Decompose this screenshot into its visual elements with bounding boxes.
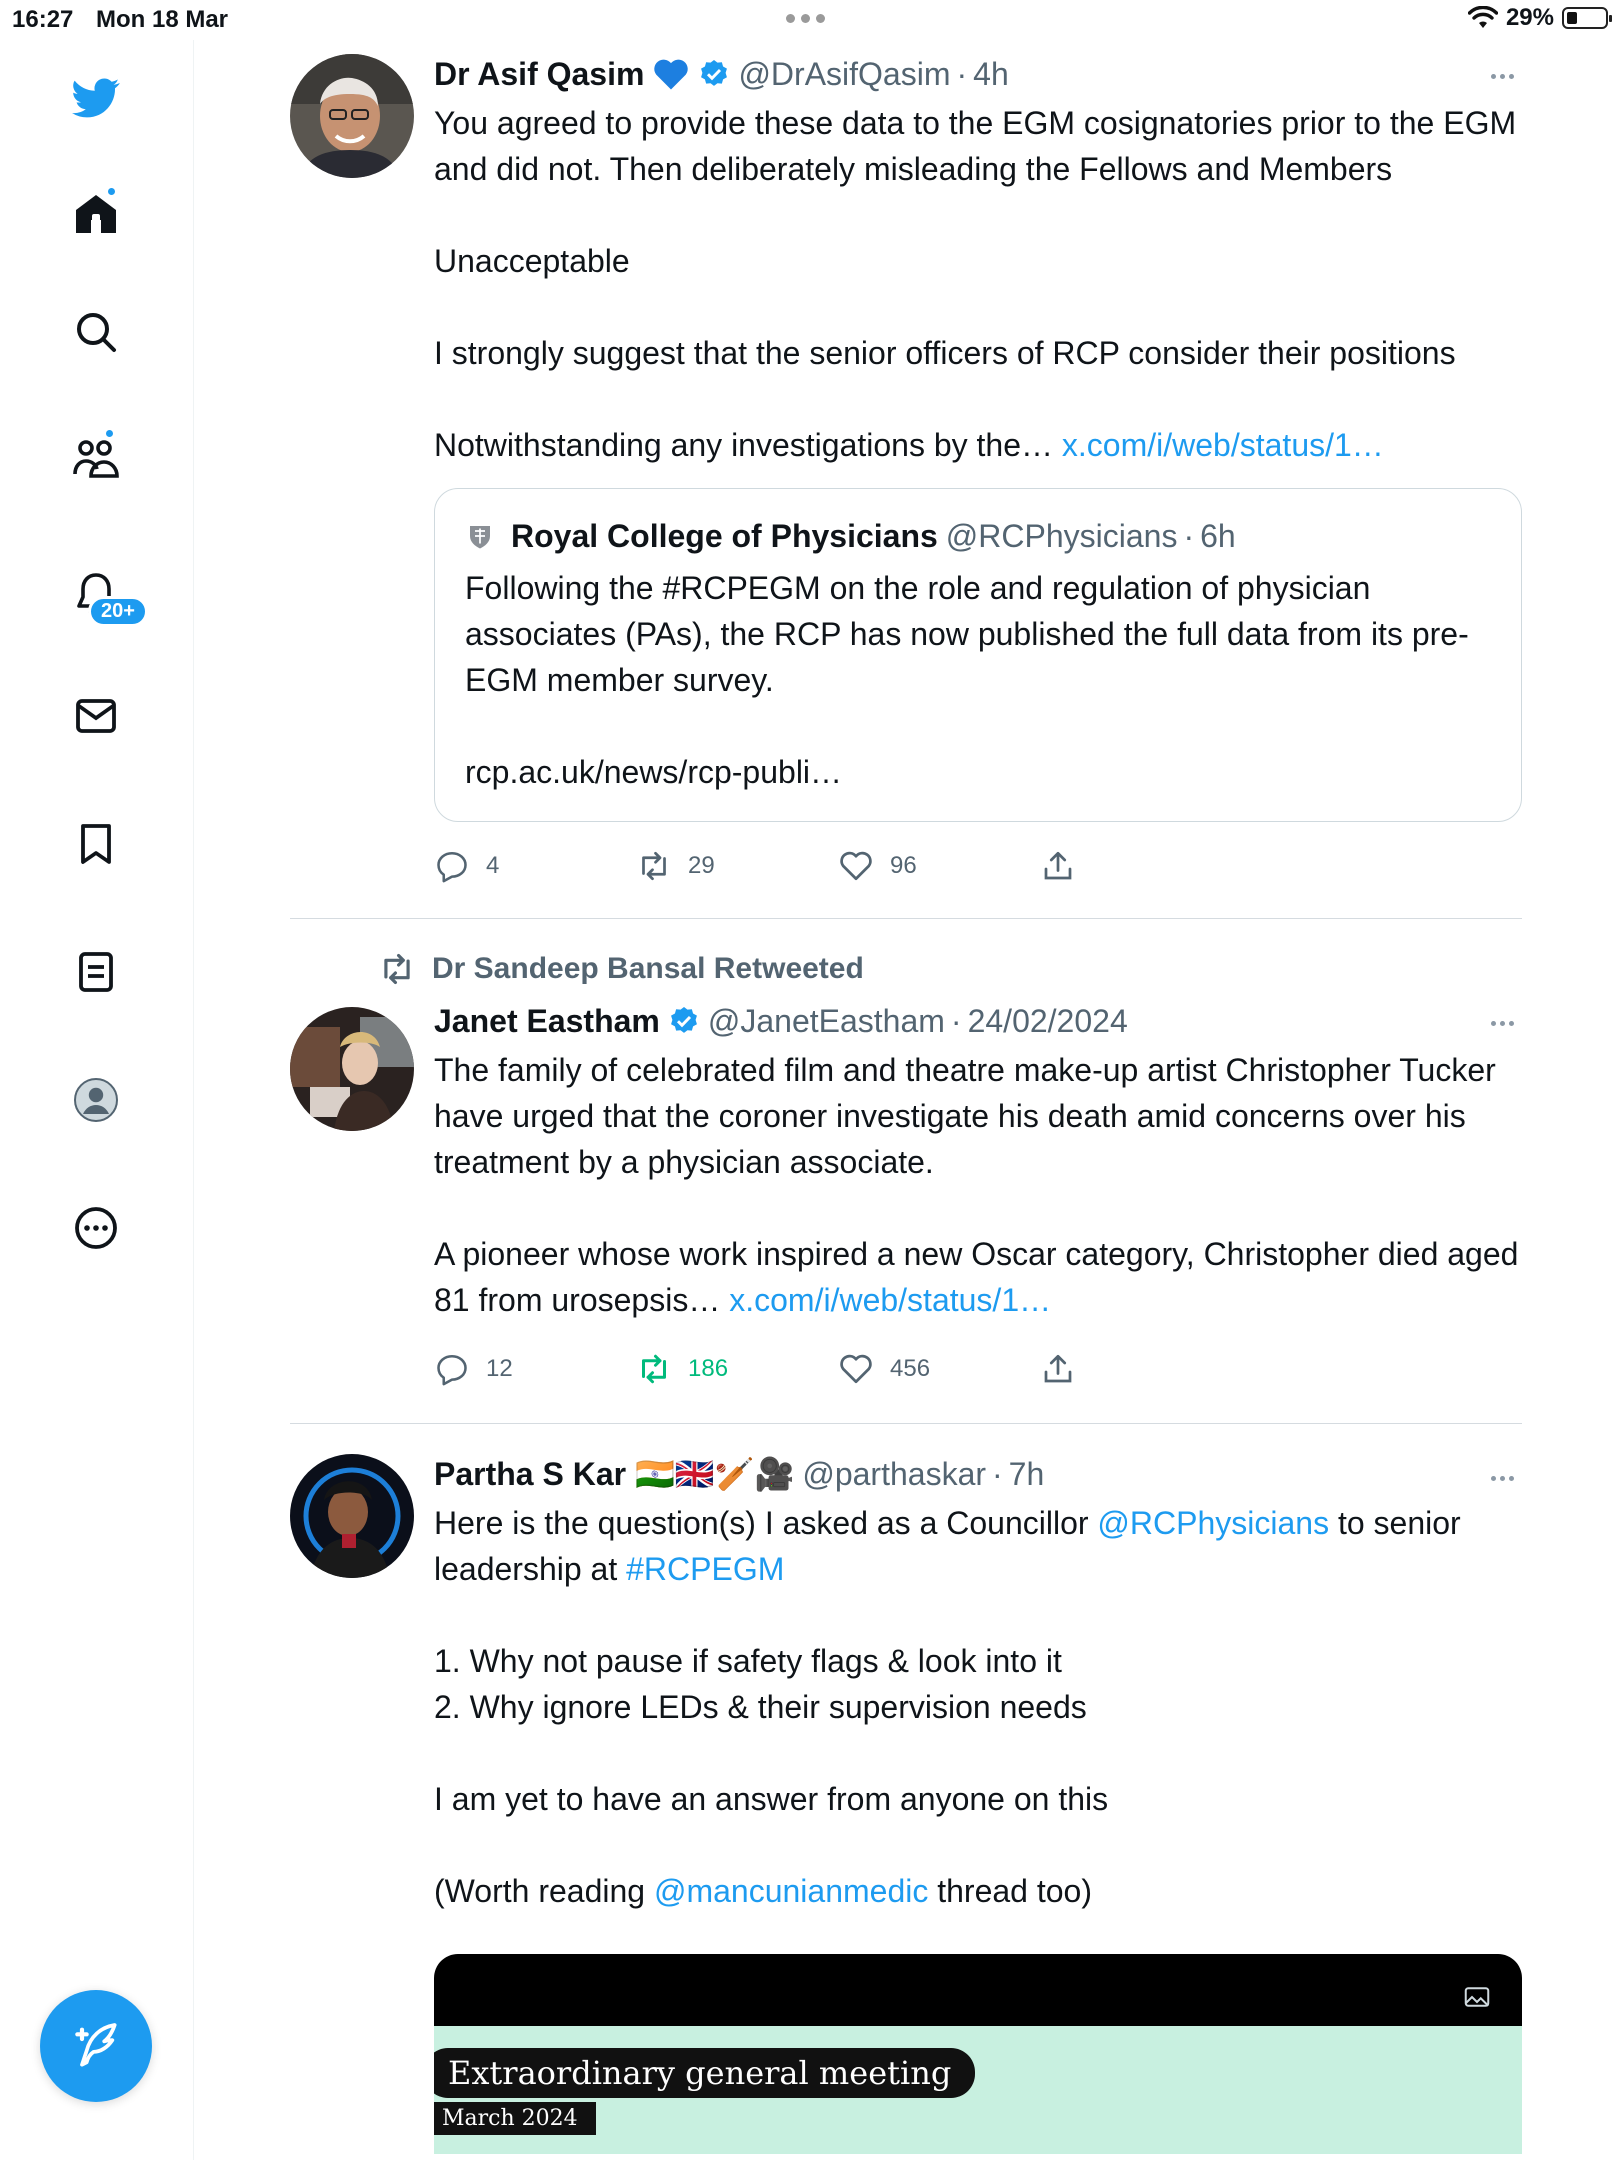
tweet-text-body: You agreed to provide these data to the EGM cosignatories prior to the EGM and did not. Then deliberately misleading the Fellows and Members Unacceptable I strongly suggest that the senior officers of RCP consider their positions Notwithstanding any investigations by the… bbox=[434, 105, 1517, 463]
media-caption: Extraordinary general meeting bbox=[434, 2048, 975, 2098]
tweet-card[interactable] bbox=[290, 40, 1522, 919]
tweet-header bbox=[434, 995, 1522, 1047]
tweet-text bbox=[434, 100, 1522, 468]
retweet-icon bbox=[378, 950, 416, 988]
retweet-button[interactable] bbox=[636, 848, 838, 884]
like-count: 96 bbox=[890, 852, 917, 879]
quoted-tweet-header bbox=[465, 511, 1491, 561]
like-button[interactable] bbox=[838, 848, 1040, 884]
status-time: 16:27 bbox=[12, 6, 74, 33]
tweet-card[interactable] bbox=[290, 1424, 1522, 2154]
like-count: 456 bbox=[890, 1355, 931, 1382]
tweet-text bbox=[434, 1500, 1522, 1914]
tweet-text bbox=[434, 1047, 1522, 1323]
tweet-header bbox=[434, 1448, 1522, 1500]
lists-icon[interactable] bbox=[66, 942, 126, 1002]
like-button[interactable] bbox=[838, 1351, 1040, 1387]
tweet-actions bbox=[434, 1329, 1522, 1409]
sidebar-nav bbox=[0, 40, 194, 2160]
reply-icon bbox=[434, 1351, 470, 1387]
twitter-logo-icon[interactable] bbox=[66, 68, 126, 128]
tweet-actions bbox=[434, 826, 1522, 906]
author-handle[interactable]: @DrAsifQasim bbox=[738, 55, 951, 92]
tweet-timestamp[interactable]: 24/02/2024 bbox=[967, 1002, 1128, 1039]
quoted-author-name[interactable]: Royal College of Physicians bbox=[511, 517, 938, 554]
hashtag-link[interactable]: #RCPEGM bbox=[626, 1551, 785, 1587]
search-icon[interactable] bbox=[66, 302, 126, 362]
tweet-more-button[interactable] bbox=[1482, 1013, 1522, 1033]
status-bar bbox=[0, 0, 1620, 40]
meta-separator: · bbox=[992, 1455, 1003, 1492]
tweet-link[interactable]: x.com/i/web/status/1… bbox=[729, 1282, 1052, 1318]
tweet-header bbox=[434, 48, 1522, 100]
quoted-author-handle[interactable]: @RCPhysicians bbox=[945, 517, 1178, 554]
retweet-icon bbox=[636, 848, 672, 884]
tweet-text-part: Here is the question(s) I asked as a Councillor bbox=[434, 1505, 1098, 1541]
tweet-more-button[interactable] bbox=[1482, 1468, 1522, 1488]
battery-icon bbox=[1562, 7, 1608, 29]
profile-icon[interactable] bbox=[66, 1070, 126, 1130]
communities-new-dot bbox=[104, 428, 115, 439]
meta-separator: · bbox=[956, 55, 968, 92]
author-name[interactable]: Partha S Kar 🇮🇳🇬🇧🏏🎥 bbox=[434, 1456, 795, 1492]
reply-button[interactable] bbox=[434, 848, 636, 884]
sensitive-media-icon[interactable] bbox=[1462, 1982, 1492, 2012]
quoted-tweet-text: Following the #RCPEGM on the role and regulation of physician associates (PAs), the RCP has now published the full data from its pre-EGM member survey. rcp.ac.uk/news/rcp-publi… bbox=[465, 570, 1469, 790]
meta-separator: · bbox=[950, 1002, 962, 1039]
reply-count: 12 bbox=[486, 1355, 513, 1382]
quoted-timestamp[interactable]: 6h bbox=[1200, 517, 1236, 554]
meta-separator: · bbox=[1183, 517, 1195, 554]
reply-button[interactable] bbox=[434, 1351, 636, 1387]
avatar[interactable] bbox=[290, 1454, 414, 1578]
tweet-media[interactable] bbox=[434, 1954, 1522, 2154]
retweeted-by-label[interactable] bbox=[378, 943, 1522, 995]
tweet-more-button[interactable] bbox=[1482, 66, 1522, 86]
share-button[interactable] bbox=[1040, 848, 1242, 884]
rcp-crest-icon bbox=[465, 521, 495, 551]
author-name[interactable]: Dr Asif Qasim bbox=[434, 55, 645, 92]
compose-tweet-button[interactable] bbox=[40, 1990, 152, 2102]
quoted-tweet[interactable] bbox=[434, 488, 1522, 822]
status-date: Mon 18 Mar bbox=[96, 6, 229, 33]
verified-badge-icon bbox=[668, 1005, 700, 1037]
timeline bbox=[290, 40, 1522, 2154]
notifications-count-badge: 20+ bbox=[88, 596, 148, 627]
media-subcaption: March 2024 bbox=[434, 2102, 596, 2135]
tweet-text-part: 1. Why not pause if safety flags & look into it 2. Why ignore LEDs & their supervision needs I am yet to have an answer from anyone on this (Worth reading bbox=[434, 1643, 1109, 1909]
battery-percent: 29% bbox=[1505, 4, 1554, 31]
like-heart-icon bbox=[838, 1351, 874, 1387]
tweet-text-body: The family of celebrated film and theatre make-up artist Christopher Tucker have urged that the coroner investigate his death amid concerns over his treatment by a physician associate. A pioneer whose work inspired a new Oscar category, Christopher died aged 81 from urosepsis… bbox=[434, 1052, 1519, 1318]
avatar[interactable] bbox=[290, 1007, 414, 1131]
tweet-timestamp[interactable]: 7h bbox=[1008, 1455, 1045, 1492]
avatar[interactable] bbox=[290, 54, 414, 178]
retweet-active-icon bbox=[636, 1351, 672, 1387]
bookmarks-icon[interactable] bbox=[66, 814, 126, 874]
author-handle[interactable]: @parthaskar bbox=[802, 1455, 987, 1492]
tweet-card[interactable] bbox=[290, 919, 1522, 1424]
reply-icon bbox=[434, 848, 470, 884]
home-new-dot bbox=[106, 186, 117, 197]
share-icon bbox=[1040, 848, 1076, 884]
share-icon bbox=[1040, 1351, 1076, 1387]
author-name[interactable]: Janet Eastham bbox=[434, 1002, 660, 1039]
tweet-text-part: to senior leadership at bbox=[434, 1505, 1470, 1587]
status-right bbox=[1468, 4, 1608, 32]
wifi-icon bbox=[1468, 6, 1498, 30]
retweet-button[interactable] bbox=[636, 1351, 838, 1387]
tweet-text-part: thread too) bbox=[928, 1873, 1092, 1909]
mention-link[interactable]: @mancunianmedic bbox=[653, 1873, 929, 1909]
compose-tweet-icon bbox=[68, 2018, 124, 2074]
more-options-icon[interactable] bbox=[66, 1198, 126, 1258]
tweet-link[interactable]: x.com/i/web/status/1… bbox=[1061, 427, 1384, 463]
retweet-count: 29 bbox=[688, 852, 715, 879]
mention-link[interactable]: @RCPhysicians bbox=[1097, 1505, 1330, 1541]
share-button[interactable] bbox=[1040, 1351, 1242, 1387]
like-heart-icon bbox=[838, 848, 874, 884]
verified-badge-icon bbox=[698, 58, 730, 90]
reply-count: 4 bbox=[486, 852, 500, 879]
blue-heart-icon bbox=[652, 57, 690, 91]
multitasking-dots-icon[interactable] bbox=[786, 14, 825, 23]
retweeted-by-text: Dr Sandeep Bansal Retweeted bbox=[432, 952, 864, 985]
home-icon[interactable] bbox=[66, 184, 126, 244]
messages-icon[interactable] bbox=[66, 686, 126, 746]
tweet-timestamp[interactable]: 4h bbox=[973, 55, 1009, 92]
communities-icon[interactable] bbox=[66, 428, 126, 488]
author-handle[interactable]: @JanetEastham bbox=[707, 1002, 945, 1039]
retweet-count: 186 bbox=[688, 1355, 729, 1382]
